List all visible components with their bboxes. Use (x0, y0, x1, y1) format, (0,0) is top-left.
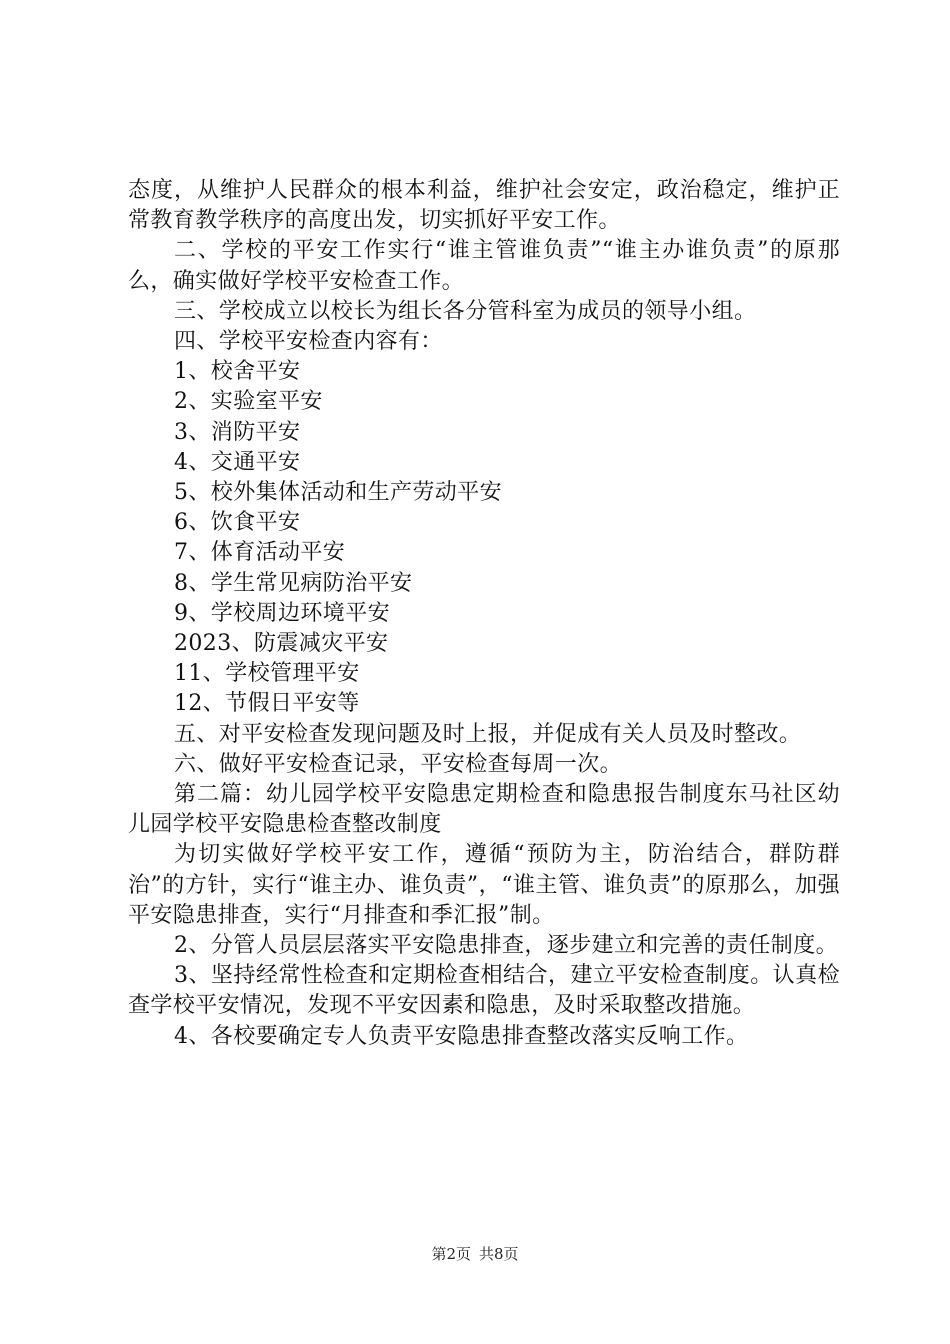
paragraph-1: 态度，从维护人民群众的根本利益，维护社会安定，政治稳定，维护正常教育教学秩序的高度出发，切实抓好平安工作。 (128, 178, 840, 234)
list-item-1: 1、校舍平安 (174, 359, 301, 385)
paragraph-9: 3、坚持经常性检查和定期检查相结合，建立平安检查制度。认真检查学校平安情况，发现不平安因素和隐患，及时采取整改措施。 (128, 963, 840, 1019)
paragraph-5: 五、对平安检查发现问题及时上报，并促成有关人员及时整改。 (174, 721, 802, 747)
list-item-12: 12、节假日平安等 (174, 691, 360, 717)
list-item-8: 8、学生常见病防治平安 (174, 570, 413, 596)
paragraph-4: 四、学校平安检查内容有： (174, 329, 443, 355)
paragraph-7: 为切实做好学校平安工作，遵循“预防为主，防治结合，群防群治”的方针，实行“谁主办、谁负责”，“谁主管、谁负责”的原那么，加强平安隐患排查，实行“月排查和季汇报”制。 (128, 842, 840, 928)
list-item-11: 11、学校管理平安 (174, 661, 360, 687)
list-item-3: 3、消防平安 (174, 419, 301, 445)
list-item-9: 9、学校周边环境平安 (174, 600, 390, 626)
list-item-4: 4、交通平安 (174, 449, 301, 475)
list-item-5: 5、校外集体活动和生产劳动平安 (174, 480, 502, 506)
page-footer (0, 1244, 950, 1264)
page-number: 第2页 (431, 1245, 471, 1263)
list-item-10: 2023、防震减灾平安 (174, 631, 389, 657)
section-heading: 第二篇：幼儿园学校平安隐患定期检查和隐患报告制度东马社区幼儿园学校平安隐患检查整改制度 (128, 782, 840, 838)
paragraph-6: 六、做好平安检查记录，平安检查每周一次。 (174, 751, 623, 777)
list-item-7: 7、体育活动平安 (174, 540, 346, 566)
paragraph-10: 4、各校要确定专人负责平安隐患排查整改落实反响工作。 (174, 1023, 749, 1049)
paragraph-2: 二、学校的平安工作实行“谁主管谁负责”“谁主办谁负责”的原那么，确实做好学校平安检查工作。 (128, 238, 840, 294)
paragraph-8: 2、分管人员层层落实平安隐患排查，逐步建立和完善的责任制度。 (174, 933, 838, 959)
page-total: 共8页 (479, 1245, 519, 1263)
paragraph-3: 三、学校成立以校长为组长各分管科室为成员的领导小组。 (174, 298, 757, 324)
list-item-2: 2、实验室平安 (174, 389, 323, 415)
list-item-6: 6、饮食平安 (174, 510, 301, 536)
document-body (128, 176, 840, 1052)
